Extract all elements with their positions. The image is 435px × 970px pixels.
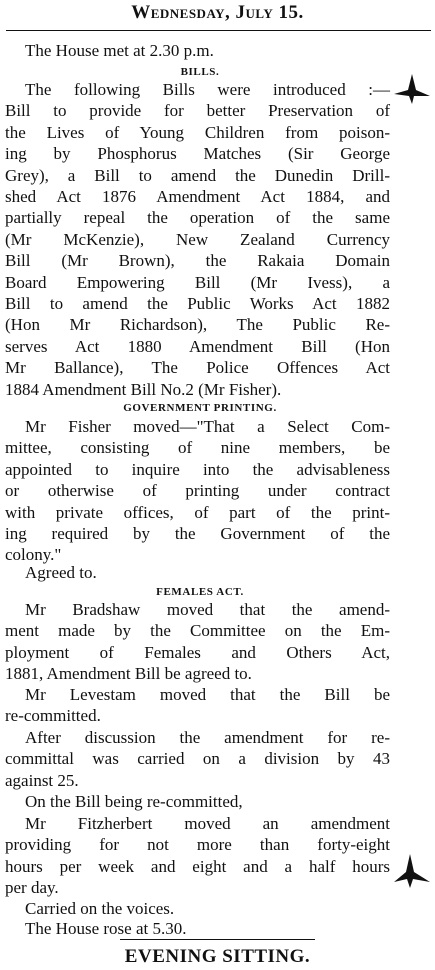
text-line: ployment of Females and Others Act,	[5, 642, 390, 662]
text-line: Carried on the voices.	[25, 899, 175, 918]
text-line: 1881, Amendment Bill be agreed to.	[5, 664, 252, 684]
text-line: re-committed.	[5, 706, 101, 726]
top-rule	[6, 30, 431, 31]
paragraph-females-7	[5, 918, 390, 939]
text-line: ing by Phosphorus Matches (Sir George	[5, 144, 390, 164]
text-line: colony."	[5, 545, 62, 565]
text-line: The House met at 2.30 p.m.	[25, 41, 214, 60]
text-line: The following Bills were introduced :—	[25, 80, 390, 99]
text-line: hours per week and eight and a half hours	[5, 856, 390, 876]
text-line: (Hon Mr Richardson), The Public Re-	[5, 315, 390, 335]
text-line: Mr Bradshaw moved that the amend-	[25, 600, 390, 619]
text-line: ment made by the Committee on the Em-	[5, 621, 390, 641]
text-line: Bill (Mr Brown), the Rakaia Domain	[5, 251, 390, 271]
text-line: providing for not more than forty-eight	[5, 835, 390, 855]
paragraph-bills	[5, 79, 390, 400]
evening-sitting-heading: EVENING SITTING.	[124, 946, 311, 967]
section-heading-bills: BILLS.	[180, 66, 220, 78]
text-line: mittee, consisting of nine members, be	[5, 438, 390, 458]
text-line: with private offices, of part of the print-	[5, 502, 390, 522]
text-line: appointed to inquire into the advisableness	[5, 459, 390, 479]
text-line: 1884 Amendment Bill No.2 (Mr Fisher).	[5, 379, 282, 399]
paragraph-females-6	[5, 898, 390, 919]
bottom-rule	[120, 939, 315, 940]
text-line: Bill to provide for better Preservation of	[5, 101, 390, 121]
text-line: against 25.	[5, 770, 79, 790]
text-line: partially repeal the operation of the same	[5, 208, 390, 228]
paragraph-printing	[5, 416, 390, 566]
margin-ink-mark	[392, 72, 432, 106]
text-line: shed Act 1876 Amendment Act 1884, and	[5, 187, 390, 207]
printing-result	[5, 562, 410, 583]
paragraph-females-3	[5, 727, 390, 791]
text-line: Mr Fitzherbert moved an amendment	[25, 814, 390, 833]
paragraph-females-2	[5, 684, 390, 727]
paragraph-females-5	[5, 813, 390, 899]
section-heading-females: FEMALES ACT.	[156, 586, 244, 598]
text-line: Grey), a Bill to amend the Dunedin Drill-	[5, 165, 390, 185]
text-line: serves Act 1880 Amendment Bill (Hon	[5, 336, 390, 356]
text-line: After discussion the amendment for re-	[25, 728, 390, 747]
text-line: On the Bill being re-committed,	[25, 792, 243, 811]
dateline: Wednesday, July 15.	[131, 2, 304, 23]
opening-line	[5, 40, 410, 61]
text-line: per day.	[5, 878, 59, 898]
paragraph-females-4	[5, 791, 390, 812]
text-line: Agreed to.	[25, 563, 97, 582]
text-line: or otherwise of printing under contract	[5, 481, 390, 501]
text-line: Bill to amend the Public Works Act 1882	[5, 294, 390, 314]
text-line: committal was carried on a division by 43	[5, 749, 390, 769]
text-line: Mr Fisher moved—"That a Select Com-	[25, 417, 390, 436]
text-line: (Mr McKenzie), New Zealand Currency	[5, 229, 390, 249]
text-line: the Lives of Young Children from poison-	[5, 122, 390, 142]
margin-ink-mark	[392, 852, 432, 890]
section-heading-printing: GOVERNMENT PRINTING.	[123, 402, 277, 414]
text-line: Board Empowering Bill (Mr Ivess), a	[5, 272, 390, 292]
text-line: Mr Ballance), The Police Offences Act	[5, 358, 390, 378]
text-line: Mr Levestam moved that the Bill be	[25, 685, 390, 704]
paragraph-females-1	[5, 599, 390, 685]
text-line: ing required by the Government of the	[5, 524, 390, 544]
text-line: The House rose at 5.30.	[25, 919, 187, 938]
